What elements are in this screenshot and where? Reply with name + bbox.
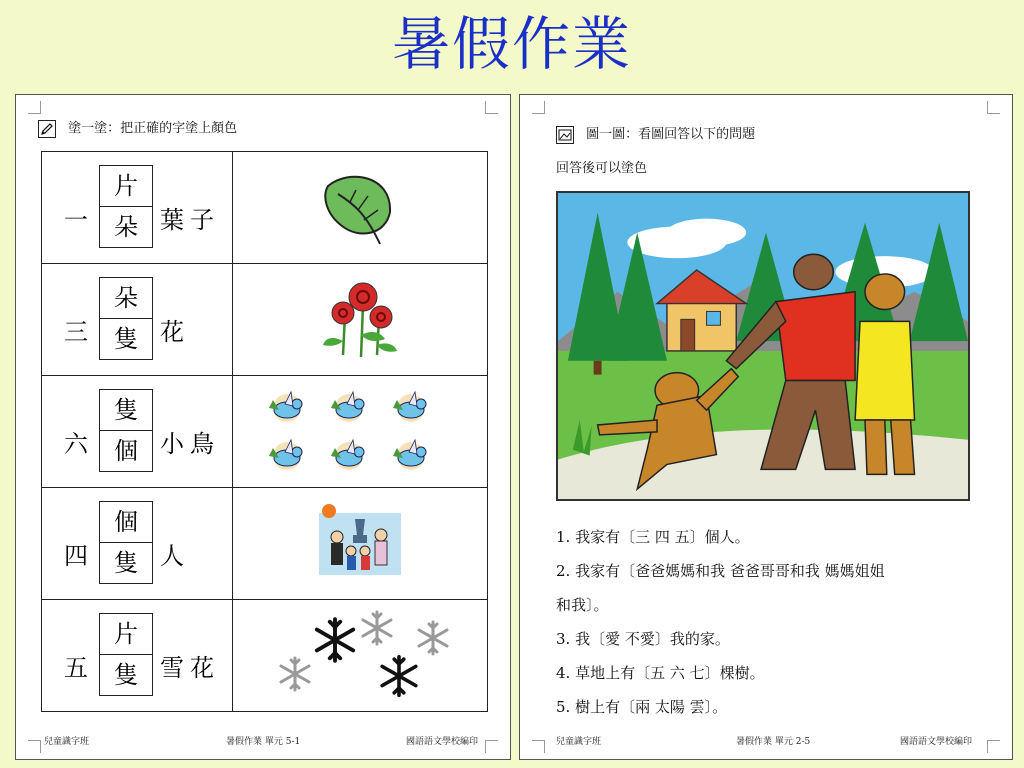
- crop-mark: [987, 740, 1000, 753]
- table-row: [42, 488, 488, 600]
- snowflakes-picture: [265, 608, 455, 704]
- footer-center: 暑假作業 單元 5-1: [226, 737, 301, 747]
- family-picture: [315, 499, 405, 589]
- question-2: 2. 我家有〔爸爸媽媽和我 爸爸哥哥和我 媽媽姐姐: [556, 562, 885, 580]
- choice-box[interactable]: 個: [100, 430, 152, 471]
- row-number: 五: [64, 654, 88, 682]
- right-instruction: [556, 123, 755, 144]
- crop-mark: [532, 740, 545, 753]
- footer-left: 兒童識字班: [44, 737, 90, 747]
- crop-mark: [987, 101, 1000, 114]
- table-row: [42, 152, 488, 264]
- table-row: [42, 600, 488, 712]
- choice-box[interactable]: 個: [114, 508, 138, 536]
- row-number: 六: [64, 430, 88, 458]
- crop-mark: [28, 101, 41, 114]
- pencil-icon: [38, 120, 56, 138]
- crop-mark: [485, 740, 498, 753]
- choice-box[interactable]: 片: [114, 172, 138, 200]
- footer-left: 兒童識字班: [556, 737, 602, 747]
- bear-family-scene: [556, 191, 970, 501]
- table-row: [42, 376, 488, 488]
- crop-mark: [28, 740, 41, 753]
- left-instruction-text: 塗一塗：把正確的字塗上顏色: [68, 121, 238, 136]
- left-instruction: [38, 117, 237, 138]
- question-5: 5. 樹上有〔兩 太陽 雲〕。: [556, 698, 728, 716]
- question-2-cont: 和我〕。: [556, 596, 609, 614]
- row-number: 三: [64, 318, 88, 346]
- choice-box[interactable]: 片: [114, 620, 138, 648]
- noun-label: 小鳥: [160, 430, 220, 458]
- noun-label: 花: [160, 318, 190, 346]
- noun-label: 雪花: [160, 654, 220, 682]
- row-number: 四: [64, 542, 88, 570]
- footer-center: 暑假作業 單元 2-5: [736, 737, 811, 747]
- footer-right: 國語語文學校編印: [900, 737, 973, 747]
- crop-mark: [485, 101, 498, 114]
- page-title: 暑假作業: [391, 10, 632, 78]
- choice-box[interactable]: 朵: [114, 284, 138, 312]
- roses-picture: [315, 275, 405, 365]
- question-list: [556, 520, 996, 724]
- picture-icon: [556, 126, 574, 144]
- choice-box[interactable]: 隻: [114, 396, 138, 424]
- question-1: 1. 我家有〔三 四 五〕個人。: [556, 528, 750, 546]
- worksheet-right: [519, 94, 1013, 760]
- noun-label: 葉子: [160, 206, 220, 234]
- right-instruction-line2: 回答後可以塗色: [556, 161, 648, 176]
- birds-picture: [265, 384, 455, 480]
- leaf-picture: [320, 168, 400, 248]
- choice-box[interactable]: 隻: [100, 542, 152, 583]
- choice-box[interactable]: 朵: [100, 206, 152, 247]
- question-3: 3. 我〔愛 不愛〕我的家。: [556, 630, 730, 648]
- crop-mark: [532, 101, 545, 114]
- choice-box[interactable]: 隻: [100, 654, 152, 695]
- question-4: 4. 草地上有〔五 六 七〕棵樹。: [556, 664, 765, 682]
- footer-right: 國語語文學校編印: [406, 737, 479, 747]
- choice-box[interactable]: 隻: [100, 318, 152, 359]
- table-row: [42, 264, 488, 376]
- row-number: 一: [64, 206, 88, 234]
- right-instruction-text: 圖一圖：看圖回答以下的問題: [586, 127, 756, 142]
- noun-label: 人: [160, 542, 190, 570]
- exercise-table: [41, 151, 488, 712]
- worksheet-left: [15, 94, 511, 760]
